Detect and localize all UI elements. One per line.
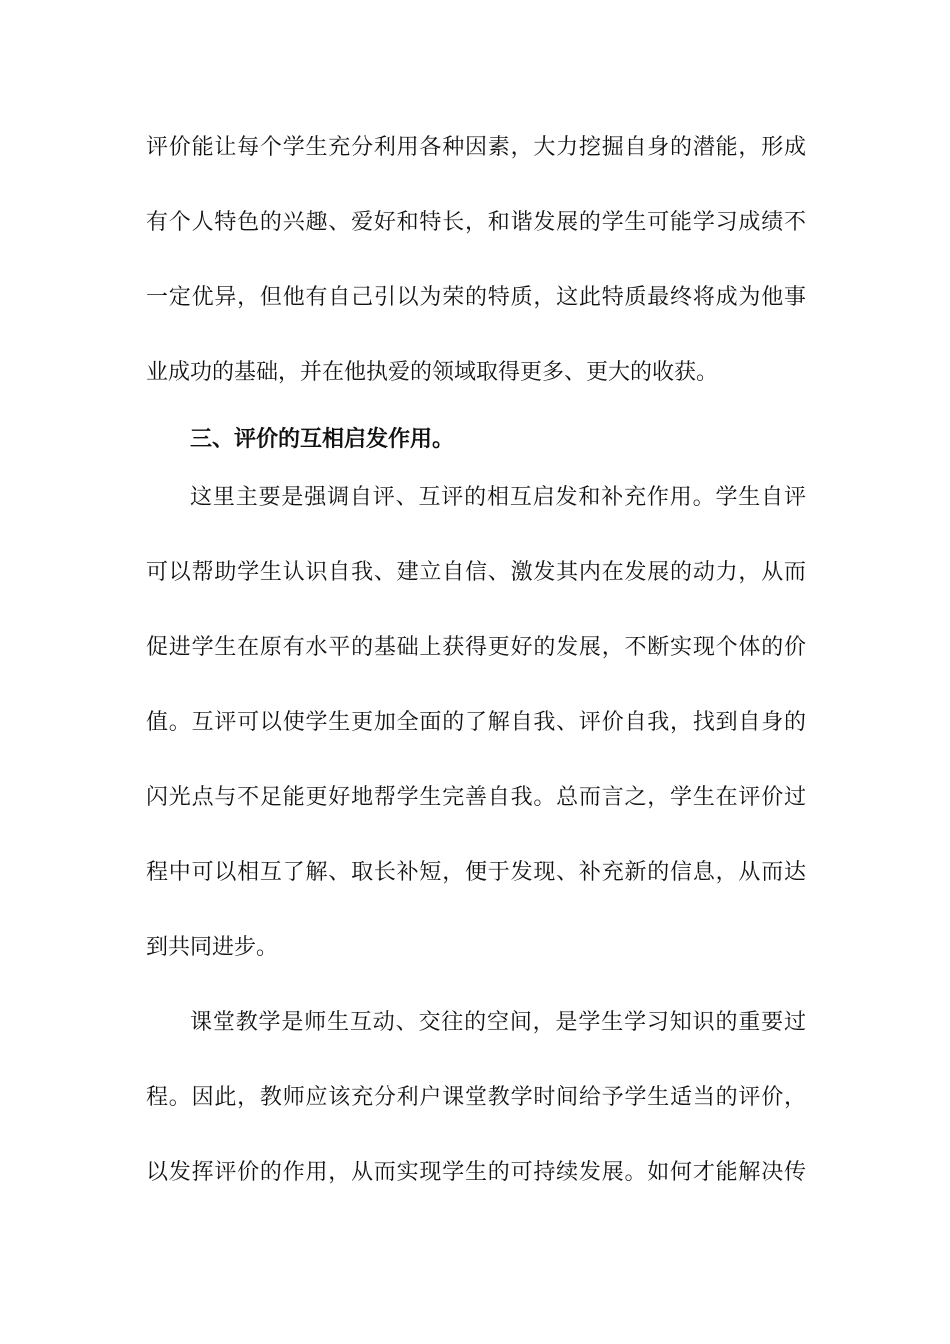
paragraph-line: 程。因此，教师应该充分利户课堂教学时间给予学生适当的评价， bbox=[146, 1085, 806, 1110]
paragraph-line: 有个人特色的兴趣、爱好和特长，和谐发展的学生可能学习成绩不 bbox=[146, 210, 806, 235]
paragraph-line: 程中可以相互了解、取长补短，便于发现、补充新的信息，从而达 bbox=[146, 860, 806, 885]
paragraph-line: 促进学生在原有水平的基础上获得更好的发展，不断实现个体的价 bbox=[146, 635, 806, 660]
paragraph-line: 闪光点与不足能更好地帮学生完善自我。总而言之，学生在评价过 bbox=[146, 785, 806, 810]
paragraph-line: 一定优异，但他有自己引以为荣的特质，这此特质最终将成为他事 bbox=[146, 285, 806, 310]
paragraph-line: 可以帮助学生认识自我、建立自信、激发其内在发展的动力，从而 bbox=[146, 560, 806, 585]
paragraph-line: 以发挥评价的作用，从而实现学生的可持续发展。如何才能解决传 bbox=[146, 1160, 806, 1185]
paragraph-line: 课堂教学是师生互动、交往的空间，是学生学习知识的重要过 bbox=[190, 1010, 806, 1035]
paragraph-line: 这里主要是强调自评、互评的相互启发和补充作用。学生自评 bbox=[190, 485, 806, 510]
section-heading: 三、评价的互相启发作用。 bbox=[190, 427, 455, 452]
paragraph-line: 评价能让每个学生充分利用各种因素，大力挖掘自身的潜能，形成 bbox=[146, 135, 806, 160]
paragraph-line: 业成功的基础，并在他执爱的领域取得更多、更大的收获。 bbox=[146, 360, 719, 385]
paragraph-line: 到共同进步。 bbox=[146, 935, 279, 960]
paragraph-line: 值。互评可以使学生更加全面的了解自我、评价自我，找到自身的 bbox=[146, 710, 806, 735]
